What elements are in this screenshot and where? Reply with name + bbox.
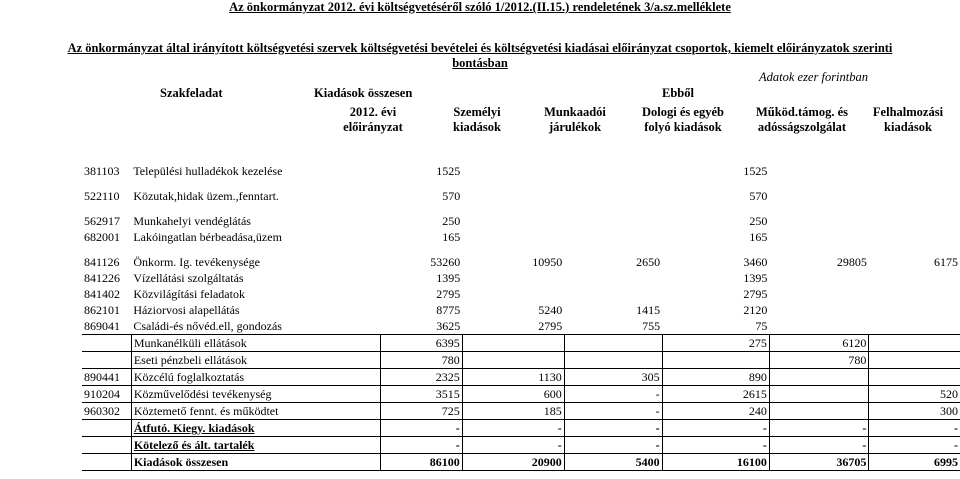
header-eloiranyzat-line2: előirányzat (343, 120, 403, 134)
page-title-line1: Az önkormányzat által irányított költségvetési szervek költségvetési bevételei és költségvetési kiadásai előirányzat csoportok, kiemelt előirányzatok szerinti (67, 41, 893, 55)
row-value-5 (769, 286, 868, 302)
row-value-1: 165 (442, 229, 461, 244)
row-value-4: 1525 (743, 163, 768, 178)
row-value-4: 240 (662, 403, 769, 420)
header-dologi-line1: Dologi és egyéb (642, 105, 724, 119)
row-value-2: 2795 (538, 318, 563, 333)
row-code: 869041 (84, 318, 120, 333)
table-row (82, 213, 960, 229)
row-value-4: 570 (749, 188, 768, 203)
row-value-5 (769, 270, 868, 286)
page-title-line2: bontásban (452, 56, 508, 70)
row-value-6 (869, 318, 960, 335)
row-name: Közvilágítási feladatok (133, 286, 245, 301)
expenditure-table (82, 163, 960, 471)
row-value-5: - (769, 437, 868, 454)
header-felhalm (858, 105, 958, 135)
row-value-2: 20900 (462, 454, 564, 471)
row-value-6: 520 (869, 386, 960, 403)
row-value-4: 275 (662, 335, 769, 352)
header-szemelyi-line2: kiadások (453, 120, 501, 134)
spacer-cell (82, 245, 960, 254)
row-code: 910204 (82, 386, 131, 403)
row-value-3: - (564, 420, 662, 437)
row-value-2 (462, 163, 564, 179)
row-value-6 (869, 352, 960, 369)
row-value-2: 185 (462, 403, 564, 420)
spacer-row (82, 179, 960, 188)
row-value-1: 86100 (380, 454, 462, 471)
row-value-4: - (662, 437, 769, 454)
table-row (82, 454, 960, 471)
header-munkaadoi-line2: járulékok (548, 120, 602, 134)
row-code: 960302 (82, 403, 131, 420)
row-value-5 (769, 302, 868, 318)
header-ebbol: Ebből (662, 86, 694, 100)
row-value-3: 5400 (564, 454, 662, 471)
row-value-6: 6175 (934, 254, 958, 269)
row-code: 841226 (84, 270, 120, 285)
row-value-5: - (769, 420, 868, 437)
table-row (82, 352, 960, 369)
document-header: Az önkormányzat 2012. évi költségvetéséről szóló 1/2012.(II.15.) rendeletének 3/a.sz.melléklete (229, 0, 731, 14)
table-row (82, 369, 960, 386)
spacer-row (82, 245, 960, 254)
row-value-4: 16100 (662, 454, 769, 471)
row-value-3: - (564, 437, 662, 454)
header-szemelyi (432, 105, 522, 135)
row-value-1: 3625 (436, 318, 461, 333)
row-value-4: 3460 (743, 254, 768, 269)
header-dologi-line2: folyó kiadások (644, 120, 722, 134)
row-value-4: 890 (662, 369, 769, 386)
row-value-6 (869, 369, 960, 386)
row-value-3 (564, 188, 662, 204)
row-value-5: 29805 (836, 254, 867, 269)
row-value-6 (869, 286, 960, 302)
row-value-3: - (564, 386, 662, 403)
row-value-4: 2795 (743, 286, 768, 301)
row-value-5 (769, 403, 868, 420)
row-value-1: 570 (442, 188, 461, 203)
row-value-1: 1525 (436, 163, 461, 178)
row-name: Közcélú foglalkoztatás (131, 369, 380, 386)
row-code: 522110 (84, 188, 120, 203)
table-row (82, 335, 960, 352)
row-code: 562917 (84, 213, 120, 228)
row-code: 841126 (84, 254, 120, 269)
row-code: 381103 (84, 163, 120, 178)
row-value-1: 1395 (436, 270, 461, 285)
row-value-6 (869, 335, 960, 352)
spacer-row (82, 204, 960, 213)
row-value-4: - (662, 420, 769, 437)
row-value-1: 6395 (380, 335, 462, 352)
unit-note: Adatok ezer forintban (758, 70, 868, 84)
header-kiadasok-osszesen: Kiadások összesen (314, 86, 413, 100)
row-name: Átfutó. Kiegy. kiadások (131, 420, 380, 437)
row-name: Közművelődési tevékenység (131, 386, 380, 403)
table-row (82, 403, 960, 420)
row-value-4: 250 (749, 213, 768, 228)
header-felhalm-line1: Felhalmozási (872, 105, 944, 119)
row-value-1: 2795 (436, 286, 461, 301)
row-value-6 (869, 229, 960, 245)
row-value-2 (462, 352, 564, 369)
row-value-4: 75 (755, 318, 768, 333)
row-value-5 (769, 163, 868, 179)
row-value-6 (869, 302, 960, 318)
row-code: 862101 (84, 302, 120, 317)
spacer-cell (82, 179, 960, 188)
row-value-1: 53260 (430, 254, 461, 269)
header-eloiranyzat (318, 105, 428, 135)
row-name: Munkahelyi vendéglátás (133, 213, 251, 228)
row-name: Vízellátási szolgáltatás (133, 270, 244, 285)
row-value-3: - (564, 403, 662, 420)
header-mukod (742, 105, 862, 135)
row-value-6: - (869, 420, 960, 437)
row-value-4: 2120 (743, 302, 768, 317)
row-value-5: 780 (769, 352, 868, 369)
table-row (82, 163, 960, 179)
header-dologi (628, 105, 738, 135)
table-row (82, 420, 960, 437)
row-value-3 (564, 352, 662, 369)
row-value-6: 6995 (869, 454, 960, 471)
spacer-cell (82, 204, 960, 213)
header-szakfeladat: Szakfeladat (160, 86, 223, 100)
row-value-5 (769, 369, 868, 386)
row-code: 841402 (84, 286, 120, 301)
row-value-1: 3515 (380, 386, 462, 403)
row-name: Önkorm. Ig. tevékenysége (133, 254, 260, 269)
row-name: Háziorvosi alapellátás (133, 302, 240, 317)
row-value-6 (869, 163, 960, 179)
header-munkaadoi (530, 105, 620, 135)
row-name: Települési hulladékok kezelése (133, 163, 283, 178)
row-code: 890441 (82, 369, 131, 386)
row-value-2 (462, 270, 564, 286)
row-value-1: 250 (442, 213, 461, 228)
header-mukod-line1: Működ.támog. és (755, 105, 849, 119)
row-code (82, 352, 131, 369)
header-szemelyi-line1: Személyi (453, 105, 501, 119)
row-value-1: 725 (380, 403, 462, 420)
row-code (82, 420, 131, 437)
row-value-2: 600 (462, 386, 564, 403)
row-code: 682001 (84, 229, 120, 244)
row-value-2: - (462, 420, 564, 437)
row-value-1: - (380, 437, 462, 454)
row-name: Közutak,hidak üzem.,fenntart. (133, 188, 279, 203)
row-value-3: 305 (564, 369, 662, 386)
header-felhalm-line2: kiadások (884, 120, 932, 134)
row-value-1: 780 (380, 352, 462, 369)
row-value-5 (769, 213, 868, 229)
header-munkaadoi-line1: Munkaadói (544, 105, 606, 119)
row-value-1: 8775 (436, 302, 461, 317)
row-name: Családi-és nővéd.ell, gondozás (133, 318, 282, 333)
row-value-4: 1395 (743, 270, 768, 285)
row-value-2: - (462, 437, 564, 454)
row-value-6: 300 (869, 403, 960, 420)
row-value-3: 1415 (636, 302, 661, 317)
table-row (82, 254, 960, 270)
row-code (82, 437, 131, 454)
row-name: Köztemető fennt. és működtet (131, 403, 380, 420)
row-value-3 (564, 335, 662, 352)
row-value-2 (462, 335, 564, 352)
row-value-5: 6120 (769, 335, 868, 352)
row-value-5: 36705 (769, 454, 868, 471)
row-value-3 (564, 213, 662, 229)
table-row (82, 437, 960, 454)
row-value-5 (769, 386, 868, 403)
table-row (82, 188, 960, 204)
page-title (40, 41, 920, 71)
row-name: Kiadások összesen (131, 454, 380, 471)
row-value-5 (769, 318, 868, 335)
row-value-2 (462, 229, 564, 245)
row-value-3 (564, 286, 662, 302)
table-row (82, 229, 960, 245)
row-value-2: 5240 (538, 302, 563, 317)
row-value-6 (869, 213, 960, 229)
row-value-4: 2615 (662, 386, 769, 403)
row-value-2 (462, 286, 564, 302)
row-code (82, 454, 131, 471)
header-eloiranyzat-line1: 2012. évi (349, 105, 397, 119)
row-name: Lakóingatlan bérbeadása,üzem (133, 229, 282, 244)
row-value-1: - (380, 420, 462, 437)
table-row (82, 270, 960, 286)
row-name: Munkanélküli ellátások (131, 335, 380, 352)
row-value-6: - (869, 437, 960, 454)
row-value-6 (869, 270, 960, 286)
row-value-2: 1130 (462, 369, 564, 386)
table-row (82, 386, 960, 403)
row-value-5 (769, 188, 868, 204)
row-value-2 (462, 188, 564, 204)
row-value-5 (769, 229, 868, 245)
row-value-3: 2650 (636, 254, 661, 269)
row-name: Kötelező és ált. tartalék (131, 437, 380, 454)
row-name: Eseti pénzbeli ellátások (131, 352, 380, 369)
row-value-3 (564, 163, 662, 179)
row-value-1: 2325 (380, 369, 462, 386)
table-row (82, 286, 960, 302)
row-value-2 (462, 213, 564, 229)
row-value-4: 165 (749, 229, 768, 244)
row-value-3 (564, 229, 662, 245)
row-code (82, 335, 131, 352)
table-row (82, 318, 960, 335)
header-mukod-line2: adósságszolgálat (757, 120, 847, 134)
table-row (82, 302, 960, 318)
row-value-3: 755 (642, 318, 661, 333)
row-value-2: 10950 (532, 254, 563, 269)
row-value-4 (662, 352, 769, 369)
row-value-6 (869, 188, 960, 204)
row-value-3 (564, 270, 662, 286)
